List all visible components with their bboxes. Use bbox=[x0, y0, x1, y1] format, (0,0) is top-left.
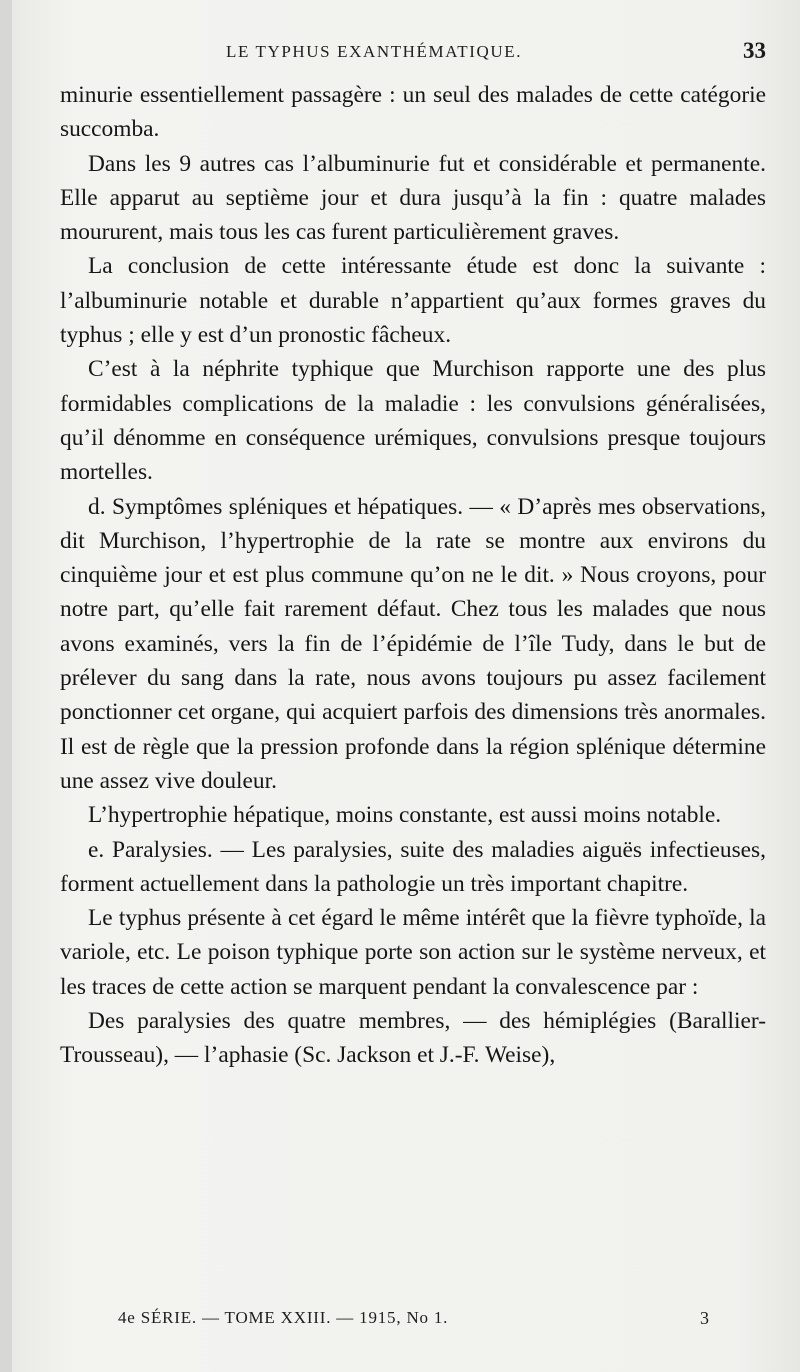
paragraph: e. Paralysies. — Les paralysies, suite des maladies aiguës infectieuses, forment actuellement dans la pathologie un très important chapitre. bbox=[60, 836, 766, 897]
paragraph: Le typhus présente à cet égard le même intérêt que la fièvre typhoïde, la variole, etc. Le poison typhique porte son action sur le système nerveux, et les traces de cette action se marquent pendant la convalescence par : bbox=[60, 905, 766, 1000]
paragraph: Dans les 9 autres cas l’albuminurie fut et considérable et permanente. Elle apparut au septième jour et dura jusqu’à la fin : quatre malades moururent, mais tous les cas furent particulièrement graves. bbox=[60, 150, 766, 246]
page-number: 33 bbox=[743, 38, 766, 63]
paragraph: minurie essentiellement passagère : un seul des malades de cette catégorie succomba. bbox=[60, 82, 766, 143]
page-header bbox=[60, 40, 766, 70]
paragraph: L’hypertrophie hépatique, moins constante, est aussi moins notable. bbox=[88, 802, 722, 829]
signature-number: 3 bbox=[700, 1308, 709, 1328]
book-page bbox=[12, 0, 800, 1372]
paragraph: d. Symptômes spléniques et hépatiques. — « D’après mes observations, dit Murchison, l’hypertrophie de la rate se montre aux environs du cinquième jour et est plus commune qu’on ne le dit. » Nous croyons, pour notre part, qu’elle fait rarement défaut. Chez tous les malades que nous avons examinés, vers la fin de l’épidémie de l’île Tudy, dans le but de prélever du sang dans la rate, nous avons toujours pu assez facilement ponctionner cet organe, qui acquiert parfois des dimensions très anormales. Il est de règle que la pression profonde dans la région splénique détermine une assez vive douleur. bbox=[60, 493, 766, 794]
running-title: LE TYPHUS EXANTHÉMATIQUE. bbox=[226, 42, 523, 61]
printer-signature: 4e SÉRIE. — TOME XXIII. — 1915, No 1. bbox=[118, 1308, 449, 1327]
paragraph: C’est à la néphrite typhique que Murchison rapporte une des plus formidables complications de la maladie : les convulsions généralisées, qu’il dénomme en conséquence urémiques, convulsions presque toujours mortelles. bbox=[60, 356, 766, 486]
page-footer bbox=[60, 1308, 766, 1338]
paragraph: La conclusion de cette intéressante étude est donc la suivante : l’albuminurie notable et durable n’appartient qu’aux formes graves du typhus ; elle y est d’un pronostic fâcheux. bbox=[60, 253, 766, 349]
body-text bbox=[60, 78, 766, 1073]
paragraph: Des paralysies des quatre membres, — des hémiplégies (Barallier-Trousseau), — l’aphasie (Sc. Jackson et J.-F. Weise), bbox=[60, 1008, 766, 1069]
